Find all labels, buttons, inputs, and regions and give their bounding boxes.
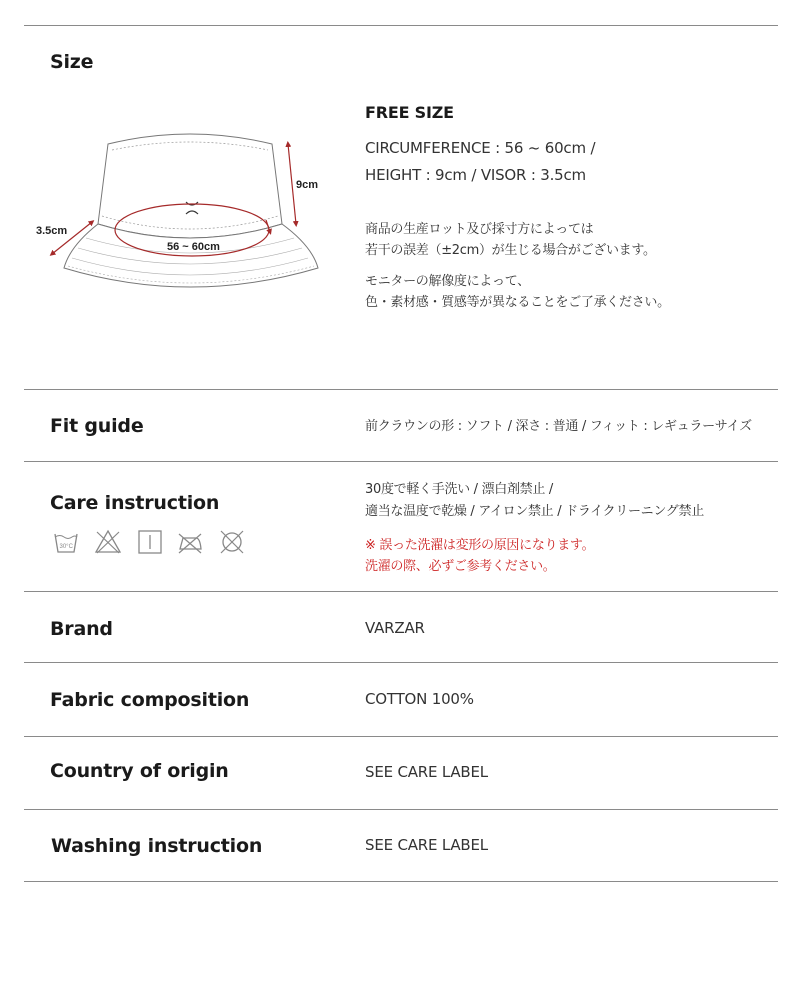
measure-line-2: HEIGHT : 9cm / VISOR : 3.5cm: [365, 166, 586, 184]
size-note-2-line-2: 色・素材感・質感等が異なることをご了承ください。: [365, 295, 670, 310]
care-line-1: 30度で軽く手洗い / 漂白剤禁止 /: [365, 482, 553, 497]
care-icons: [52, 528, 252, 556]
brand-value: VARZAR: [365, 619, 425, 637]
visor-dim-label: 3.5cm: [36, 225, 68, 237]
no-dry-clean-icon: [218, 528, 246, 556]
fit-guide-value: 前クラウンの形 : ソフト / 深さ : 普通 / フィット : レギュラーサイズ: [365, 419, 752, 434]
no-iron-icon: [176, 528, 204, 556]
washing-instruction-value: SEE CARE LABEL: [365, 836, 488, 854]
care-warning-1: ※ 誤った洗濯は変形の原因になります。: [365, 538, 595, 553]
no-bleach-icon: [94, 528, 122, 556]
tumble-dry-icon: [136, 528, 164, 556]
height-arrow: [288, 144, 296, 224]
fabric-composition-label: Fabric composition: [50, 689, 250, 711]
hat-crown: [98, 134, 282, 238]
divider-fabric: [24, 736, 778, 737]
size-note-1-line-1: 商品の生産ロット及び採寸方によっては: [365, 222, 594, 237]
divider-brand: [24, 662, 778, 663]
care-line-2: 適当な温度で乾燥 / アイロン禁止 / ドライクリーニング禁止: [365, 504, 704, 519]
divider-top: [24, 25, 778, 26]
free-size-title: FREE SIZE: [365, 103, 454, 122]
care-warning-2: 洗濯の際、必ずご参考ください。: [365, 559, 556, 574]
divider-care: [24, 591, 778, 592]
circumference-dim-label: 56 ~ 60cm: [167, 241, 220, 253]
fit-guide-label: Fit guide: [50, 415, 144, 437]
divider-size: [24, 389, 778, 390]
bucket-hat-diagram: [30, 128, 340, 298]
divider-bottom: [24, 881, 778, 882]
height-dim-label: 9cm: [296, 179, 319, 191]
size-note-1-line-2: 若干の誤差（±2cm）が生じる場合がございます。: [365, 243, 656, 258]
brand-label: Brand: [50, 618, 113, 640]
care-instruction-label: Care instruction: [50, 492, 220, 514]
size-label: Size: [50, 51, 94, 73]
divider-fit: [24, 461, 778, 462]
measure-line-1: CIRCUMFERENCE : 56 ~ 60cm /: [365, 139, 596, 157]
hand-wash-30-icon: [52, 528, 80, 556]
wash-temp-label: 30°C: [59, 544, 73, 550]
washing-instruction-label: Washing instruction: [51, 835, 263, 857]
size-note-2-line-1: モニターの解像度によって、: [365, 274, 530, 289]
country-of-origin-value: SEE CARE LABEL: [365, 763, 488, 781]
fabric-composition-value: COTTON 100%: [365, 690, 474, 708]
divider-origin: [24, 809, 778, 810]
country-of-origin-label: Country of origin: [50, 760, 229, 782]
